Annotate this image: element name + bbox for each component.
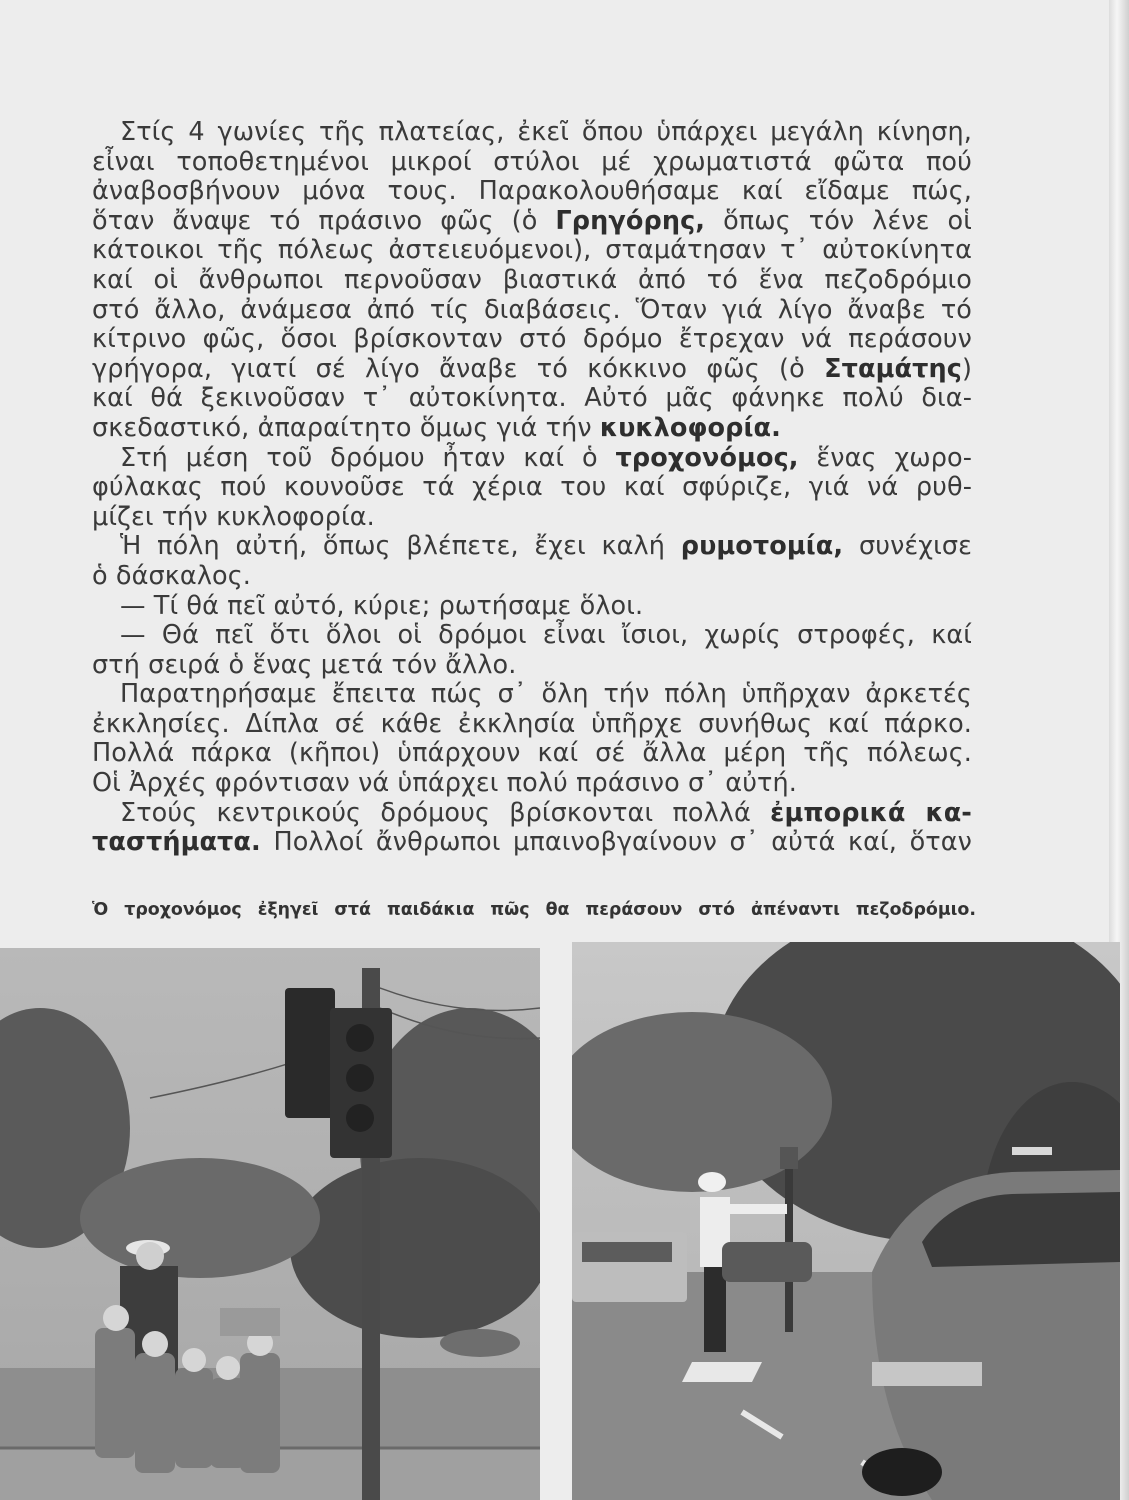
- text-line: [92, 444, 972, 474]
- text-line: [92, 325, 972, 355]
- bold-term: Σταμάτης: [824, 353, 962, 384]
- photo-traffic-officer-directing-cars: [572, 942, 1120, 1500]
- text-line: [92, 266, 972, 296]
- text-span: εἶναι τοποθετημένοι μικροί στύλοι μέ χρωματιστά φῶτα πού: [92, 146, 972, 177]
- text-line: [92, 118, 972, 148]
- text-span: Ἡ πόλη αὐτή, ὅπως βλέπετε, ἔχει καλή: [120, 531, 681, 562]
- text-span: ὅπως τόν λένε οἱ: [705, 205, 972, 236]
- text-line: [92, 651, 972, 681]
- text-span: Οἱ Ἀρχές φρόντισαν νά ὑπάρχει πολύ πράσινο σ᾽ αὐτή.: [92, 768, 797, 799]
- text-line: [92, 621, 972, 651]
- text-line: [92, 384, 972, 414]
- text-span: κάτοικοι τῆς πόλεως ἀστειευόμενοι), σταμάτησαν τ᾽ αὐτοκίνητα: [92, 235, 972, 266]
- text-line: [92, 148, 972, 178]
- text-span: μίζει τήν κυκλοφορία.: [92, 501, 375, 532]
- text-span: ἀναβοσβήνουν μόνα τους. Παρακολουθήσαμε καί εἴδαμε πώς,: [92, 176, 972, 207]
- text-span: ὁ δάσκαλος.: [92, 560, 251, 591]
- text-line: [92, 739, 972, 769]
- text-line: [92, 562, 972, 592]
- text-line: [92, 503, 972, 533]
- text-span: σκεδαστικό, ἀπαραίτητο ὅμως γιά τήν: [92, 412, 600, 443]
- text-span: στό ἄλλο, ἀνάμεσα ἀπό τίς διαβάσεις. Ὅταν γιά λίγο ἄναβε τό: [92, 294, 972, 325]
- text-line: [92, 799, 972, 829]
- text-span: — Τί θά πεῖ αὐτό, κύριε; ρωτήσαμε ὅλοι.: [120, 590, 644, 621]
- text-line: [92, 236, 972, 266]
- text-span: ὅταν ἄναψε τό πράσινο φῶς (ὁ: [92, 205, 556, 236]
- text-line: [92, 296, 972, 326]
- bold-term: ταστήματα.: [92, 827, 261, 858]
- text-line: [92, 414, 972, 444]
- text-span: Πολλά πάρκα (κῆποι) ὑπάρχουν καί σέ ἄλλα μέρη τῆς πόλεως.: [92, 738, 972, 769]
- text-line: [92, 207, 972, 237]
- text-span: κίτρινο φῶς, ὅσοι βρίσκονταν στό δρόμο ἔτρεχαν νά περάσουν: [92, 324, 972, 355]
- photo-caption: Ὁ τροχονόμος ἐξηγεῖ στά παιδάκια πῶς θα περάσουν στό ἀπέναντι πεζοδρόμιο.: [92, 900, 976, 920]
- text-span: Πολλοί ἄνθρωποι μπαινοβγαίνουν σ᾽ αὐτά καί, ὅταν: [260, 827, 972, 858]
- text-span: γρήγορα, γιατί σέ λίγο ἄναβε τό κόκκινο φῶς (ὁ: [92, 353, 825, 384]
- text-line: [92, 592, 972, 622]
- text-line: [92, 710, 972, 740]
- text-span: συνέχισε: [843, 531, 972, 562]
- text-line: [92, 769, 972, 799]
- text-span: — Θά πεῖ ὅτι ὅλοι οἱ δρόμοι εἶναι ἴσιοι, χωρίς στροφές, καί: [120, 620, 972, 651]
- text-span: φύλακας πού κουνοῦσε τά χέρια του καί σφύριζε, γιά νά ρυθ-: [92, 472, 972, 503]
- bold-term: ρυμοτομία,: [680, 531, 844, 562]
- text-line: [92, 532, 972, 562]
- bold-term: κυκλοφορία.: [599, 412, 781, 443]
- text-line: [92, 828, 972, 858]
- bold-term: ἐμπορικά κα-: [770, 797, 972, 828]
- bold-term: Γρηγόρης,: [555, 205, 706, 236]
- text-span: Στίς 4 γωνίες τῆς πλατείας, ἐκεῖ ὅπου ὑπάρχει μεγάλη κίνηση,: [120, 117, 972, 147]
- text-span: ): [961, 353, 972, 384]
- body-text: [92, 118, 972, 858]
- text-line: [92, 355, 972, 385]
- text-span: ἐκκλησίες. Δίπλα σέ κάθε ἐκκλησία ὑπῆρχε συνήθως καί πάρκο.: [92, 708, 972, 739]
- text-span: ἕνας χωρο-: [798, 442, 973, 473]
- photo-traffic-officer-with-children: [0, 948, 540, 1500]
- text-line: [92, 473, 972, 503]
- text-line: [92, 680, 972, 710]
- text-span: Στούς κεντρικούς δρόμους βρίσκονται πολλά: [120, 797, 771, 828]
- text-span: στή σειρά ὁ ἕνας μετά τόν ἄλλο.: [92, 649, 517, 680]
- text-line: [92, 177, 972, 207]
- bold-term: τροχονόμος,: [615, 442, 799, 473]
- text-span: καί θά ξεκινοῦσαν τ᾽ αὐτοκίνητα. Αὐτό μᾶς φάνηκε πολύ δια-: [92, 383, 972, 414]
- text-span: Παρατηρήσαμε ἔπειτα πώς σ᾽ ὅλη τήν πόλη ὑπῆρχαν ἀρκετές: [120, 679, 972, 710]
- text-span: Στή μέση τοῦ δρόμου ἦταν καί ὁ: [120, 442, 616, 473]
- text-span: καί οἱ ἄνθρωποι περνοῦσαν βιαστικά ἀπό τό ἕνα πεζοδρόμιο: [92, 264, 972, 295]
